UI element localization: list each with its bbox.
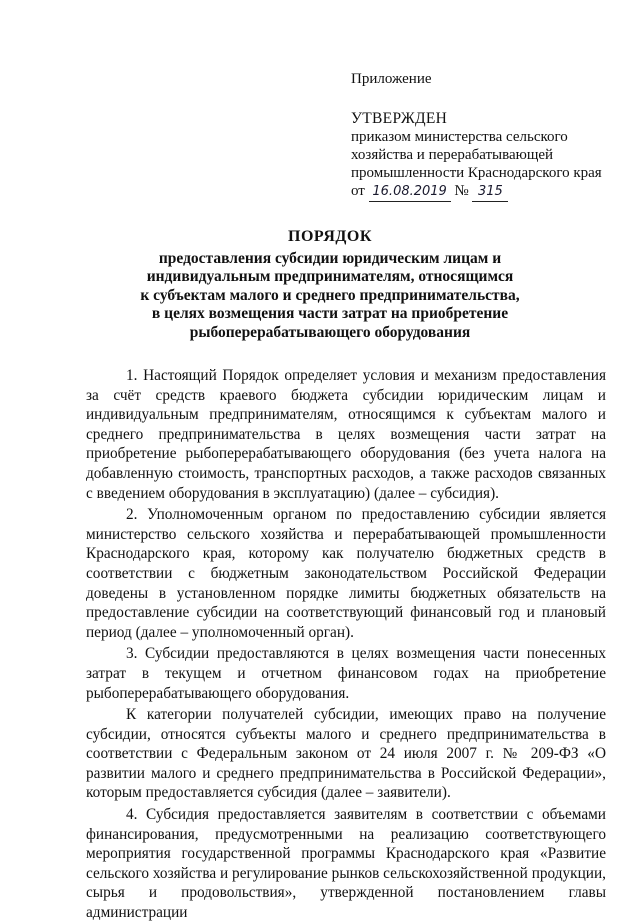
title-subtitle-line: предоставления субсидии юридическим лицам и [158,249,502,267]
title-subtitle-line: индивидуальным предпринимателям, относящимся [146,268,514,286]
order-line: хозяйства и перерабатывающей [351,147,554,163]
order-date-number-row [351,182,621,202]
title-subtitle-line: в целях возмещения части затрат на приобретение [151,305,509,323]
order-line: приказом министерства сельского [351,129,568,145]
handwritten-date: 16.08.2019 [369,183,451,202]
paragraph: 4. Субсидия предоставляется заявителям в соответствии с объемами финансирования, предусмотренными на реализацию соответствующего мероприятия государственной программы Краснодарского края «Развитие сельского хозяйства и регулирование рынков сельскохозяйственной продукции, сырья и продовольствия», утвержденной постановлением главы администрации [86,806,606,922]
paragraph: К категории получателей субсидии, имеющих право на получение субсидии, относятся субъекты малого и среднего предпринимательства в соответствии с Федеральным законом от 24 июля 2007 г. № 209-ФЗ «О развитии малого и среднего предпринимательства в Российской Федерации», которым предоставляется субсидия (далее – заявители). [86,706,606,802]
title-main: ПОРЯДОК [288,228,372,245]
document-body [86,366,606,923]
title-subtitle-line: рыбоперерабатывающего оборудования [189,323,471,341]
from-label: от [351,183,365,199]
handwritten-number: 315 [472,183,508,202]
title-subtitle-line: к субъектам малого и среднего предпринимательства, [140,286,520,304]
number-label: № [454,183,469,199]
paragraph: 1. Настоящий Порядок определяет условия и механизм предоставления за счёт средств краевого бюджета субсидии юридическим лицам и индивидуальным предпринимателям, относящимся к субъектам малого и среднего предпринимательства в целях возмещения части затрат на приобретение рыбоперерабатывающего оборудования (без учета налога на добавленную стоимость, транспортных расходов, а также расходов связанных с введением оборудования в эксплуатацию) (далее – субсидия). [86,367,606,502]
document-title [110,228,550,343]
paragraph: 2. Уполномоченным органом по предоставлению субсидии является министерство сельского хозяйства и перерабатывающей промышленности Краснодарского края, которому как получателю бюджетных средств в соответствии с бюджетным законодательством Российской Федерации доведены в установленном порядке лимиты бюджетных обязательств на предоставление субсидии на соответствующий финансовый год и плановый период (далее – уполномоченный орган). [86,506,606,641]
appendix-label: Приложение [351,71,432,87]
paragraph: 3. Субсидии предоставляются в целях возмещения части понесенных затрат в текущем и отчетном финансовом годах на приобретение рыбоперерабатывающего оборудования. [86,645,606,702]
approved-label: УТВЕРЖДЕН [351,110,448,127]
order-line: промышленности Краснодарского края [351,165,602,181]
approval-header [351,70,621,202]
